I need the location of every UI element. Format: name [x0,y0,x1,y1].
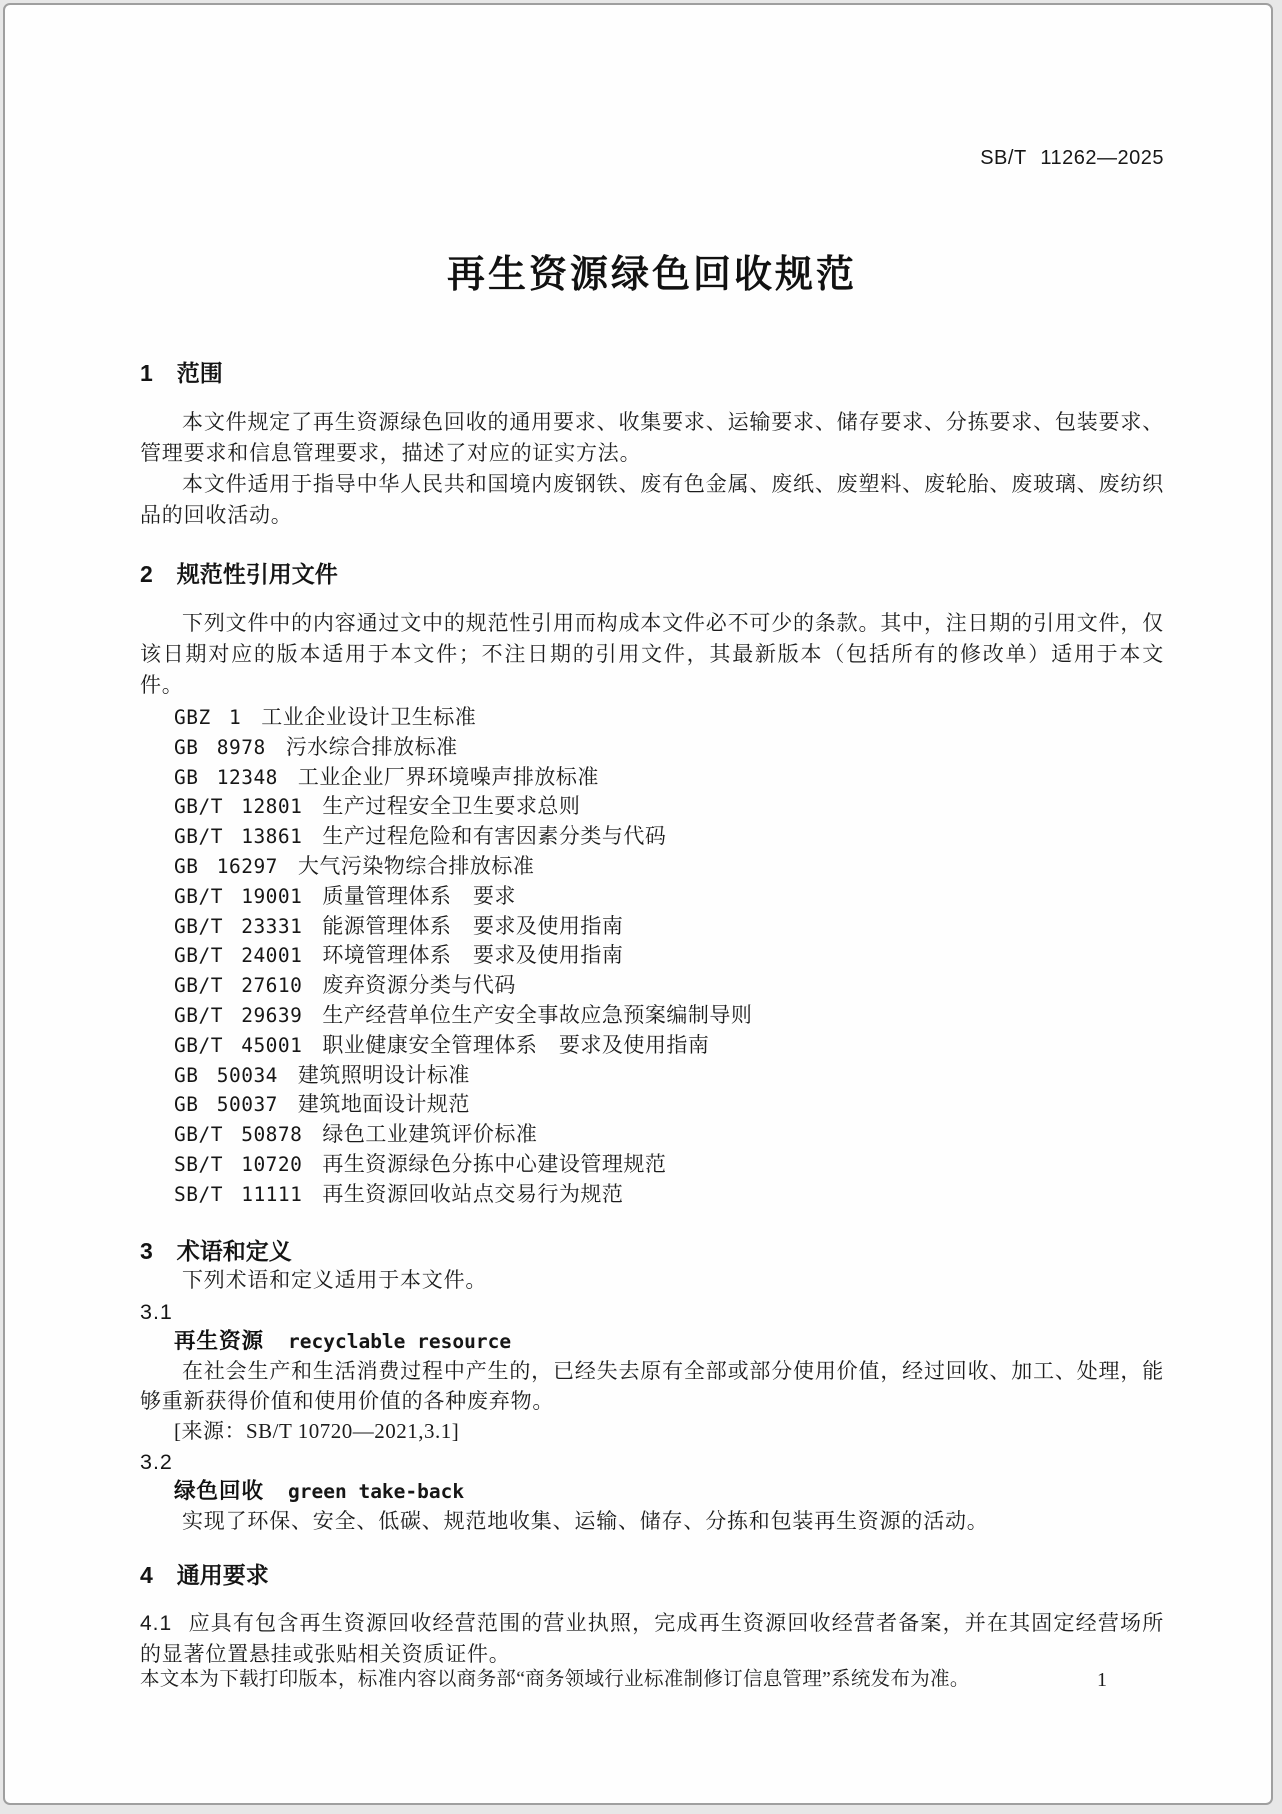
reference-code: GB/T 23331 [174,914,303,938]
reference-title: 工业企业设计卫生标准 [261,705,477,729]
term-number-3-1: 3.1 [140,1299,173,1324]
reference-item [174,1031,1164,1061]
scope-paragraph-2: 本文件适用于指导中华人民共和国境内废钢铁、废有色金属、废纸、废塑料、废轮胎、废玻璃、废纺织品的回收活动。 [140,472,1164,527]
term-english: recyclable resource [288,1329,512,1353]
term-english: green take-back [288,1479,465,1503]
reference-item [174,912,1164,942]
footer-note: 本文本为下载打印版本，标准内容以商务部“商务领域行业标准制修订信息管理”系统发布为准。 [140,1669,970,1690]
term-definition-3-1: 在社会生产和生活消费过程中产生的，已经失去原有全部或部分使用价值，经过回收、加工、处理，能够重新获得价值和使用价值的各种废弃物。 [140,1358,1164,1413]
reference-code: GB/T 50878 [174,1123,303,1147]
reference-title: 职业健康安全管理体系 要求及使用指南 [322,1032,710,1057]
reference-code: SB/T 11111 [174,1182,303,1206]
reference-item [174,1001,1164,1031]
page-number: 1 [1097,1669,1108,1691]
reference-code: GB 50037 [174,1093,278,1117]
reference-item [174,1150,1164,1180]
reference-title: 生产过程安全卫生要求总则 [322,794,581,819]
reference-title: 环境管理体系 要求及使用指南 [322,943,624,968]
reference-item [174,1061,1164,1091]
standard-number: SB/T 11262—2025 [980,147,1164,169]
section-heading-terms [140,1238,1164,1265]
section-number: 1 [140,360,153,386]
reference-code: GB 8978 [174,735,266,759]
reference-title: 再生资源绿色分拣中心建设管理规范 [322,1151,667,1176]
reference-item [174,1090,1164,1120]
reference-item [174,822,1164,852]
reference-item [174,941,1164,971]
page-footer [140,1668,1164,1692]
reference-item [174,703,1164,733]
term-number-3-2: 3.2 [140,1449,173,1474]
reference-item [174,792,1164,822]
reference-list [174,703,1164,1210]
section-title: 规范性引用文件 [176,561,338,587]
reference-title: 生产经营单位生产安全事故应急预案编制导则 [322,1002,753,1027]
section-number: 4 [140,1561,153,1588]
reference-item [174,971,1164,1001]
reference-title: 废弃资源分类与代码 [322,973,516,998]
reference-code: GB/T 45001 [174,1033,303,1057]
clause-4-1 [140,1608,1164,1670]
section-title: 范围 [176,360,223,386]
reference-code: GB/T 27610 [174,974,303,998]
section-number: 3 [140,1237,153,1264]
reference-title: 建筑地面设计规范 [297,1092,470,1117]
terms-intro-paragraph: 下列术语和定义适用于本文件。 [182,1267,488,1292]
section-number: 2 [140,561,153,587]
page-content [140,5,1164,1670]
reference-item [174,1180,1164,1210]
section-title: 通用要求 [176,1561,269,1588]
reference-item [174,763,1164,793]
reference-item [174,882,1164,912]
reference-title: 绿色工业建筑评价标准 [322,1122,538,1147]
clause-number: 4.1 [140,1611,173,1635]
reference-title: 再生资源回收站点交易行为规范 [322,1181,624,1206]
reference-code: GB/T 12801 [174,795,303,819]
reference-item [174,852,1164,882]
document-page [3,3,1273,1805]
reference-item [174,1120,1164,1150]
reference-code: GB/T 29639 [174,1003,303,1027]
reference-title: 能源管理体系 要求及使用指南 [322,913,624,938]
term-entry-3-1 [174,1327,1164,1356]
reference-title: 工业企业厂界环境噪声排放标准 [297,764,599,789]
reference-code: GB/T 24001 [174,944,303,968]
term-source-3-1: [来源：SB/T 10720—2021,3.1] [174,1418,460,1443]
reference-title: 生产过程危险和有害因素分类与代码 [322,824,667,849]
section-heading-scope [140,360,1164,387]
scope-paragraph-1: 本文件规定了再生资源绿色回收的通用要求、收集要求、运输要求、储存要求、分拣要求、包装要求、管理要求和信息管理要求，描述了对应的证实方法。 [140,410,1164,465]
reference-item [174,733,1164,763]
reference-code: GBZ 1 [174,706,242,729]
reference-title: 质量管理体系 要求 [322,883,516,908]
reference-code: GB/T 13861 [174,825,303,849]
term-definition-3-2: 实现了环保、安全、低碳、规范地收集、运输、储存、分拣和包装再生资源的活动。 [182,1508,989,1533]
reference-code: GB/T 19001 [174,884,303,908]
reference-code: GB 12348 [174,765,278,789]
reference-title: 大气污染物综合排放标准 [297,853,535,878]
reference-title: 污水综合排放标准 [285,734,458,759]
reference-title: 建筑照明设计标准 [297,1062,470,1087]
section-heading-normative-references [140,561,1164,588]
section-title: 术语和定义 [176,1237,292,1264]
section-heading-general-requirements [140,1562,1164,1589]
document-title: 再生资源绿色回收规范 [446,254,857,296]
normative-intro-paragraph: 下列文件中的内容通过文中的规范性引用而构成本文件必不可少的条款。其中，注日期的引用文件，仅该日期对应的版本适用于本文件；不注日期的引用文件，其最新版本（包括所有的修改单）适用于本文件。 [140,611,1164,697]
term-chinese: 再生资源 [174,1328,265,1353]
reference-code: GB 50034 [174,1063,278,1087]
reference-code: SB/T 10720 [174,1152,303,1176]
clause-text: 应具有包含再生资源回收经营范围的营业执照，完成再生资源回收经营者备案，并在其固定经营场所的显著位置悬挂或张贴相关资质证件。 [140,1610,1164,1666]
reference-code: GB 16297 [174,854,278,878]
term-chinese: 绿色回收 [174,1478,265,1503]
term-entry-3-2 [174,1477,1164,1506]
